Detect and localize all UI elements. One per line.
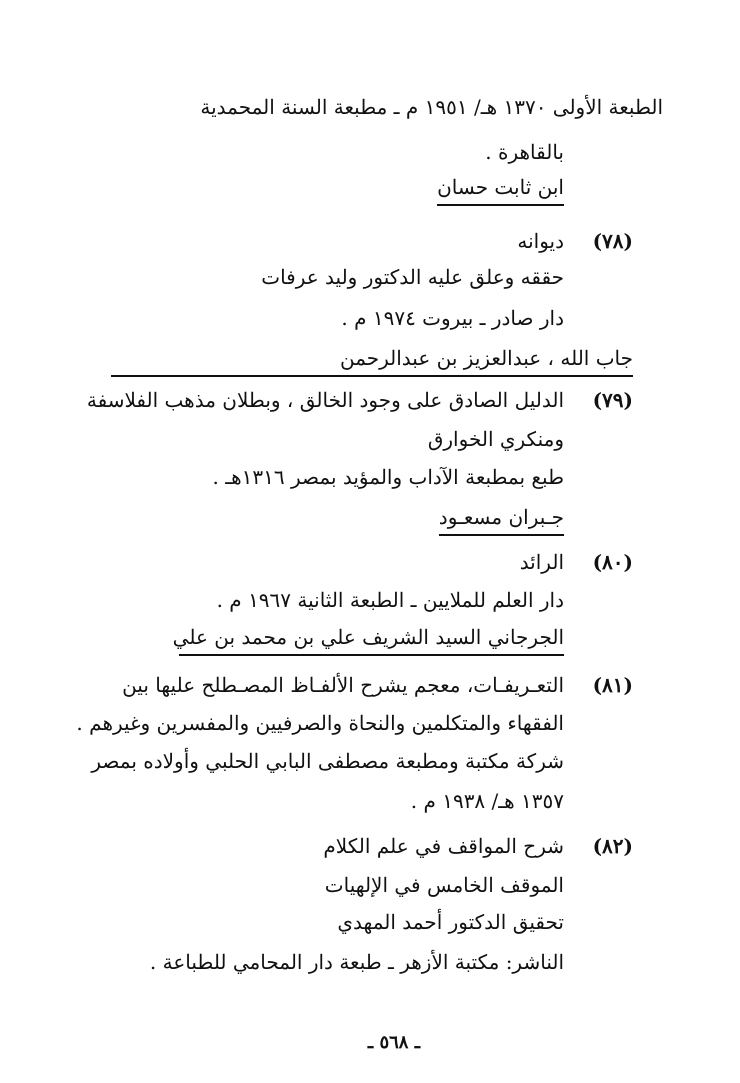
- entry-78-title: ديوانه: [517, 229, 564, 253]
- entry-82-line-4: الناشر: مكتبة الأزهر ـ طبعة دار المحامي للطباعة .: [149, 950, 564, 974]
- entry-number-81: (٨١): [592, 673, 633, 697]
- entry-80-title: الرائد: [519, 550, 564, 574]
- entry-number-82: (٨٢): [592, 834, 633, 858]
- entry-82-title: شرح المواقف في علم الكلام: [323, 834, 564, 858]
- author-heading-81: الجرجاني السيد الشريف علي بن محمد بن علي: [179, 622, 564, 656]
- entry-78-line-3: دار صادر ـ بيروت ١٩٧٤ م .: [341, 306, 564, 330]
- page-number: ـ ٥٦٨ ـ: [367, 1032, 420, 1053]
- author-heading-79: جاب الله ، عبدالعزيز بن عبدالرحمن: [111, 343, 633, 377]
- entry-number-78: (٧٨): [592, 229, 633, 253]
- entry-79-line-3: طبع بمطبعة الآداب والمؤيد بمصر ١٣١٦هـ .: [212, 465, 564, 489]
- entry-number-80: (٨٠): [592, 550, 633, 574]
- prev-entry-line-2: بالقاهرة .: [485, 140, 564, 164]
- entry-81-line-2: الفقهاء والمتكلمين والنحاة والصرفيين والمفسرين وغيرهم .: [76, 711, 564, 735]
- entry-82-line-2: الموقف الخامس في الإلهيات: [324, 873, 564, 897]
- entry-80-line-2: دار العلم للملايين ـ الطبعة الثانية ١٩٦٧ م .: [216, 588, 564, 612]
- entry-81-line-3: شركة مكتبة ومطبعة مصطفى البابي الحلبي وأولاده بمصر: [91, 749, 564, 773]
- entry-82-line-3: تحقيق الدكتور أحمد المهدي: [337, 910, 564, 934]
- entry-81-title: التعـريفـات، معجم يشرح الألفـاظ المصـطلح عليها بين: [122, 673, 564, 697]
- entry-79-line-2: ومنكري الخوارق: [427, 427, 564, 451]
- prev-entry-line-1: الطبعة الأولى ١٣٧٠ هـ/ ١٩٥١ م ـ مطبعة السنة المحمدية: [200, 95, 663, 119]
- author-heading-80: جـبران مسعـود: [439, 502, 564, 536]
- entry-81-line-4: ١٣٥٧ هـ/ ١٩٣٨ م .: [410, 789, 564, 813]
- entry-number-79: (٧٩): [592, 388, 633, 412]
- entry-78-line-2: حققه وعلق عليه الدكتور وليد عرفات: [261, 265, 564, 289]
- entry-79-title: الدليل الصادق على وجود الخالق ، وبطلان مذهب الفلاسفة: [86, 388, 564, 412]
- author-heading-78: ابن ثابت حسان: [437, 172, 564, 206]
